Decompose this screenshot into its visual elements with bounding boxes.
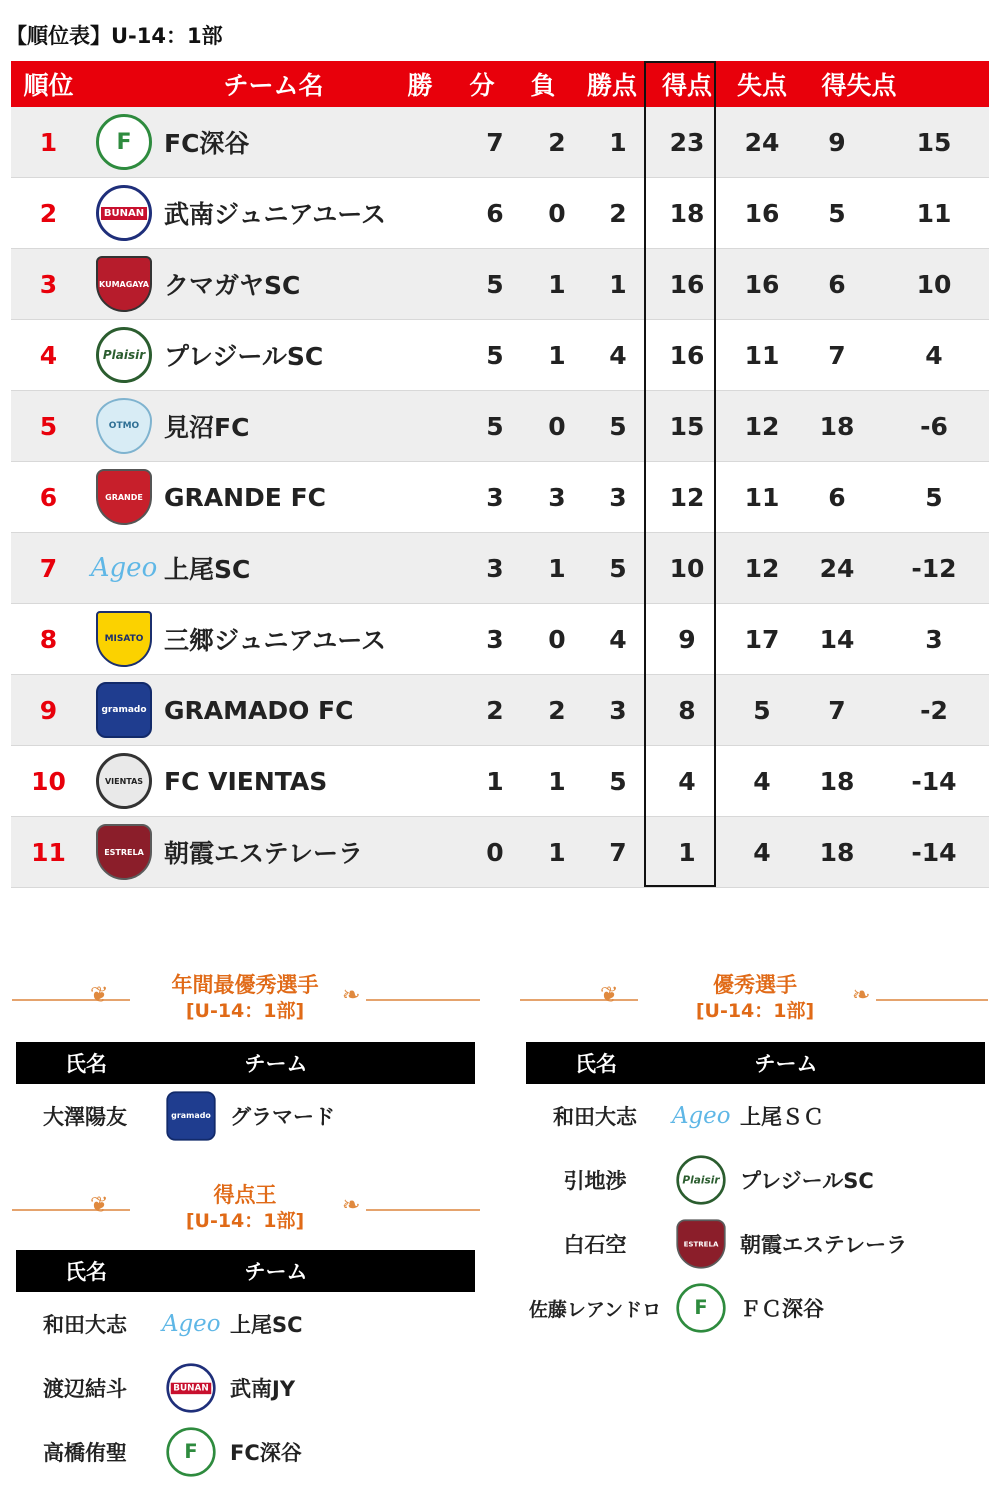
excellent-col-team: チーム	[754, 1052, 818, 1076]
goals-for-cell: 12	[744, 411, 780, 441]
goals-against-cell: 18	[819, 766, 855, 796]
wins-cell: 3	[486, 624, 504, 654]
ornament-line	[520, 999, 638, 1001]
points-cell: 16	[669, 269, 705, 299]
excellent-subtitle: [U-14：1部]	[695, 1000, 815, 1022]
goal-diff-cell: 10	[916, 269, 952, 299]
mvp-title: 年間最優秀選手	[171, 973, 319, 997]
fc-fukaya-logo-icon: F	[676, 1283, 725, 1332]
goals-against-cell: 5	[828, 198, 846, 228]
list-item	[10, 1088, 335, 1144]
table-row	[11, 178, 989, 249]
draws-cell: 0	[548, 198, 566, 228]
team-name: 朝霞エステレーラ	[164, 839, 364, 868]
goal-diff-cell: 11	[916, 198, 952, 228]
player-name: 引地渉	[563, 1169, 627, 1193]
goals-for-cell: 24	[744, 127, 780, 157]
plaisir-logo-icon: Plaisir	[96, 327, 152, 383]
goal-diff-cell: -14	[911, 837, 957, 867]
excellent-header	[526, 1042, 985, 1084]
wins-cell: 3	[486, 482, 504, 512]
header-losses: 負	[530, 71, 556, 100]
kumagaya-logo-icon: KUMAGAYA	[96, 256, 152, 312]
top-scorer-col-name: 氏名	[65, 1260, 107, 1284]
draws-cell: 0	[548, 624, 566, 654]
gramado-logo-icon: gramado	[96, 682, 152, 738]
rank-cell: 4	[39, 340, 58, 370]
rank-cell: 11	[31, 837, 66, 867]
player-name: 佐藤レアンドロ	[528, 1298, 662, 1321]
fc-fukaya-logo-icon: F	[166, 1427, 215, 1476]
standings-table	[11, 61, 989, 888]
draws-cell: 0	[548, 411, 566, 441]
table-row	[11, 604, 989, 675]
player-team: ＦＣ深谷	[740, 1297, 824, 1321]
header-goals-against: 失点	[736, 71, 787, 100]
misato-logo-icon: MISATO	[96, 611, 152, 667]
wins-cell: 2	[486, 695, 504, 725]
swirl-ornament-icon: ❧	[342, 1193, 361, 1218]
goal-diff-cell: 3	[925, 624, 943, 654]
points-cell: 10	[669, 553, 705, 583]
wins-cell: 5	[486, 269, 504, 299]
goals-for-cell: 11	[744, 340, 780, 370]
losses-cell: 4	[609, 624, 627, 654]
goals-for-cell: 16	[744, 269, 780, 299]
goals-for-cell: 5	[753, 695, 771, 725]
swirl-ornament-icon: ❦	[90, 983, 109, 1008]
player-name: 高橋侑聖	[43, 1441, 127, 1465]
losses-cell: 5	[609, 553, 627, 583]
excellent-title: 優秀選手	[713, 973, 797, 997]
player-name: 和田大志	[43, 1313, 127, 1337]
team-name: 三郷ジュニアユース	[164, 626, 387, 655]
mvp-col-name: 氏名	[65, 1052, 107, 1076]
ornament-line	[876, 999, 988, 1001]
goals-for-cell: 16	[744, 198, 780, 228]
points-cell: 12	[669, 482, 705, 512]
goal-diff-cell: 4	[925, 340, 943, 370]
losses-cell: 1	[609, 269, 627, 299]
list-item	[520, 1216, 907, 1272]
losses-cell: 5	[609, 411, 627, 441]
draws-cell: 1	[548, 837, 566, 867]
player-name: 和田大志	[553, 1105, 637, 1129]
draws-cell: 2	[548, 127, 566, 157]
goals-against-cell: 6	[828, 269, 846, 299]
team-name: 見沼FC	[164, 413, 250, 442]
rank-cell: 10	[31, 766, 66, 796]
goal-diff-cell: 15	[916, 127, 952, 157]
goals-for-cell: 12	[744, 553, 780, 583]
list-item	[10, 1360, 295, 1416]
draws-cell: 3	[548, 482, 566, 512]
estrela-logo-icon: ESTRELA	[676, 1219, 725, 1268]
top-scorer-title-block	[150, 1182, 340, 1234]
points-cell: 9	[678, 624, 696, 654]
header-goals-for: 得点	[661, 71, 712, 100]
draws-cell: 2	[548, 695, 566, 725]
top-scorer-col-team: チーム	[244, 1260, 308, 1284]
losses-cell: 3	[609, 482, 627, 512]
goal-diff-cell: 5	[925, 482, 943, 512]
goal-diff-cell: -14	[911, 766, 957, 796]
estrela-logo-icon: ESTRELA	[96, 824, 152, 880]
team-name: FC深谷	[164, 129, 250, 158]
team-name: クマガヤSC	[164, 271, 301, 300]
rank-cell: 6	[39, 482, 58, 512]
player-team: 朝霞エステレーラ	[740, 1233, 908, 1257]
list-item	[10, 1424, 302, 1480]
plaisir-logo-icon: Plaisir	[676, 1155, 725, 1204]
rank-cell: 7	[39, 553, 58, 583]
player-team: 武南JY	[230, 1377, 296, 1401]
goal-diff-cell: -12	[911, 553, 957, 583]
table-row	[11, 675, 989, 746]
ornament-line	[366, 1209, 480, 1211]
team-name: 上尾SC	[164, 555, 251, 584]
goals-against-cell: 24	[819, 553, 855, 583]
fc-fukaya-logo-icon: F	[96, 114, 152, 170]
goal-diff-cell: -6	[920, 411, 948, 441]
table-row	[11, 817, 989, 888]
swirl-ornament-icon: ❧	[852, 983, 871, 1008]
goals-against-cell: 7	[828, 695, 846, 725]
header-goal-diff: 得失点	[821, 71, 897, 100]
points-cell: 15	[669, 411, 705, 441]
losses-cell: 5	[609, 766, 627, 796]
goals-for-cell: 4	[753, 837, 771, 867]
table-row	[11, 107, 989, 178]
points-cell: 23	[669, 127, 705, 157]
vientas-logo-icon: VIENTAS	[96, 753, 152, 809]
wins-cell: 3	[486, 553, 504, 583]
rank-cell: 8	[39, 624, 58, 654]
ornament-line	[366, 999, 480, 1001]
goals-against-cell: 7	[828, 340, 846, 370]
points-cell: 18	[669, 198, 705, 228]
goals-against-cell: 18	[819, 411, 855, 441]
list-item	[520, 1280, 824, 1336]
swirl-ornament-icon: ❧	[342, 983, 361, 1008]
goals-against-cell: 6	[828, 482, 846, 512]
wins-cell: 0	[486, 837, 504, 867]
wins-cell: 1	[486, 766, 504, 796]
mvp-subtitle: [U-14：1部]	[185, 1000, 305, 1022]
player-team: FC深谷	[230, 1441, 302, 1465]
draws-cell: 1	[548, 340, 566, 370]
points-cell: 1	[678, 837, 696, 867]
top-scorer-title: 得点王	[213, 1183, 277, 1207]
swirl-ornament-icon: ❦	[90, 1193, 109, 1218]
list-item	[10, 1296, 303, 1352]
player-team: プレジールSC	[740, 1169, 874, 1193]
rank-cell: 2	[39, 198, 58, 228]
player-name: 渡辺結斗	[43, 1377, 127, 1401]
draws-cell: 1	[548, 766, 566, 796]
bunan-logo-icon: BUNAN	[96, 185, 152, 241]
team-name: プレジールSC	[164, 342, 324, 371]
rank-cell: 5	[39, 411, 58, 441]
header-points: 勝点	[586, 71, 637, 100]
table-row	[11, 533, 989, 604]
mvp-col-team: チーム	[244, 1052, 308, 1076]
standings-header	[11, 61, 989, 107]
table-row	[11, 391, 989, 462]
list-item	[520, 1152, 874, 1208]
goals-against-cell: 9	[828, 127, 846, 157]
table-row	[11, 320, 989, 391]
table-row	[11, 462, 989, 533]
top-scorer-header	[16, 1250, 475, 1292]
points-cell: 4	[678, 766, 696, 796]
excellent-col-name: 氏名	[575, 1052, 617, 1076]
goals-for-cell: 4	[753, 766, 771, 796]
player-team: 上尾ＳＣ	[740, 1105, 824, 1129]
mvp-header	[16, 1042, 475, 1084]
top-scorer-subtitle: [U-14：1部]	[185, 1210, 305, 1232]
ornament-line	[12, 1209, 130, 1211]
rank-cell: 9	[39, 695, 58, 725]
header-wins: 勝	[407, 71, 433, 100]
player-name: 白石空	[563, 1233, 627, 1257]
header-draws: 分	[469, 71, 495, 100]
losses-cell: 7	[609, 837, 627, 867]
swirl-ornament-icon: ❦	[600, 983, 619, 1008]
table-row	[11, 746, 989, 817]
minuma-logo-icon: OTMO	[96, 398, 152, 454]
player-team: 上尾SC	[230, 1313, 303, 1337]
bunan-logo-icon: BUNAN	[166, 1363, 215, 1412]
player-name: 大澤陽友	[43, 1105, 127, 1129]
goal-diff-cell: -2	[920, 695, 948, 725]
wins-cell: 6	[486, 198, 504, 228]
team-name: 武南ジュニアユース	[164, 200, 387, 229]
goals-against-cell: 18	[819, 837, 855, 867]
draws-cell: 1	[548, 269, 566, 299]
ageo-logo-icon: Ageo	[161, 1310, 221, 1338]
grande-logo-icon: GRANDE	[96, 469, 152, 525]
list-item	[520, 1088, 824, 1144]
points-cell: 8	[678, 695, 696, 725]
team-name: GRAMADO FC	[164, 695, 354, 725]
table-row	[11, 249, 989, 320]
ornament-line	[12, 999, 130, 1001]
losses-cell: 4	[609, 340, 627, 370]
team-name: GRANDE FC	[164, 482, 326, 512]
wins-cell: 7	[486, 127, 504, 157]
ageo-logo-icon: Ageo	[90, 553, 158, 583]
losses-cell: 1	[609, 127, 627, 157]
gramado-logo-icon: gramado	[166, 1091, 215, 1140]
mvp-title-block	[150, 972, 340, 1024]
page-title: 【順位表】U-14：1部	[6, 24, 223, 48]
wins-cell: 5	[486, 340, 504, 370]
goals-for-cell: 17	[744, 624, 780, 654]
goals-against-cell: 14	[819, 624, 855, 654]
rank-cell: 3	[39, 269, 58, 299]
excellent-title-block	[660, 972, 850, 1024]
player-team: グラマード	[230, 1105, 335, 1129]
losses-cell: 3	[609, 695, 627, 725]
rank-cell: 1	[39, 127, 58, 157]
wins-cell: 5	[486, 411, 504, 441]
header-rank: 順位	[23, 71, 74, 100]
team-name: FC VIENTAS	[164, 766, 328, 796]
draws-cell: 1	[548, 553, 566, 583]
ageo-logo-icon: Ageo	[671, 1102, 731, 1130]
losses-cell: 2	[609, 198, 627, 228]
points-cell: 16	[669, 340, 705, 370]
goals-for-cell: 11	[744, 482, 780, 512]
header-team: チーム名	[223, 71, 324, 100]
